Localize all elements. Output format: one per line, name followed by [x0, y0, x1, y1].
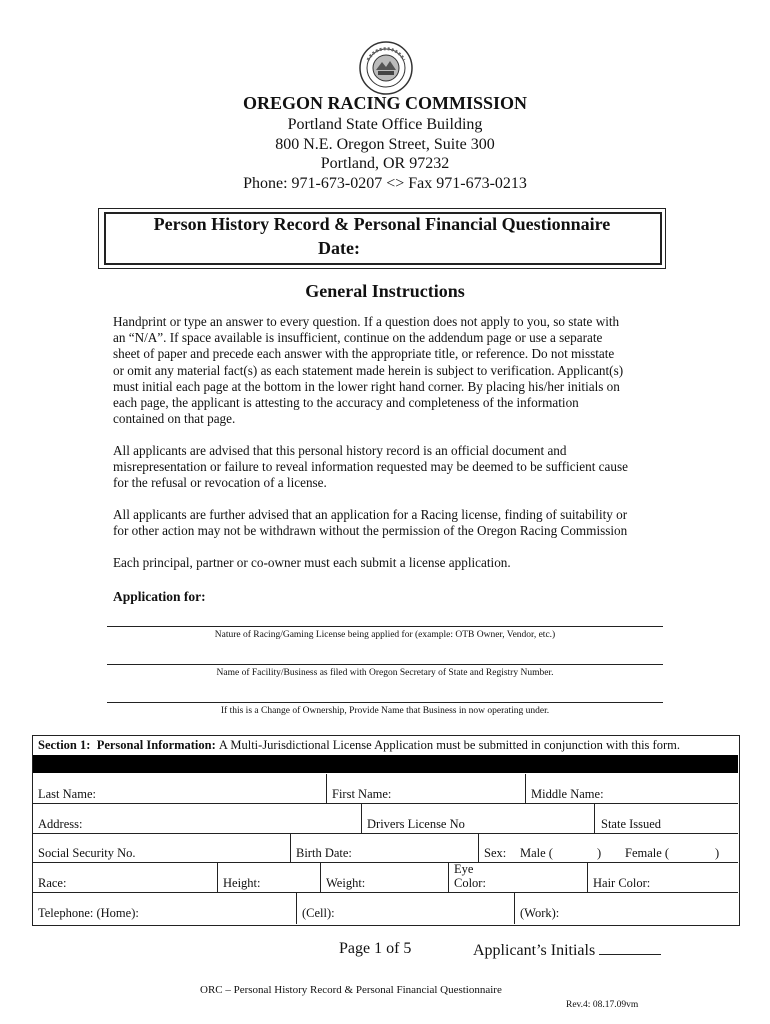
middle-name-field[interactable]: Middle Name: [531, 787, 604, 801]
cell-divider [525, 774, 526, 803]
application-for-label: Application for: [113, 589, 206, 604]
revision-label: Rev.4: 08.17.09vm [566, 1000, 639, 1010]
paragraph-line: All applicants are advised that this personal history record is an official document and [113, 443, 567, 458]
last-name-field[interactable]: Last Name: [38, 787, 96, 801]
row-divider [33, 803, 738, 804]
paragraph-line: for the refusal or revocation of a license. [113, 475, 327, 491]
state-seal-icon [358, 40, 414, 96]
initials-label: Applicant’s Initials [473, 942, 596, 959]
row-divider [33, 862, 738, 863]
paragraph-line: or omit any material fact(s) as each statement made herein is subject to verification. Applicant(s) [113, 362, 624, 378]
paragraph-line: must initial each page at the bottom in the lower right hand corner. By placing his/her initials on [113, 378, 620, 394]
cell-divider [290, 833, 291, 862]
state-issued-field[interactable]: State Issued [601, 817, 662, 831]
instructions-paragraph-2 [113, 443, 661, 492]
address-line: Portland State Office Building [287, 116, 483, 133]
cell-divider [361, 803, 362, 833]
first-name-field[interactable]: First Name: [332, 787, 392, 801]
sex-label: Sex: [484, 846, 507, 860]
row-divider [33, 833, 738, 834]
cell-divider [594, 803, 595, 833]
work-phone-field[interactable]: (Work): [520, 906, 560, 920]
male-option[interactable]: Male ( [520, 846, 553, 860]
paragraph-line: for other action may not be withdrawn without the permission of the Oregon Racing Commission [113, 523, 628, 539]
prior-business-line[interactable] [107, 702, 663, 703]
address-field[interactable]: Address: [38, 817, 83, 831]
cell-phone-field[interactable]: (Cell): [302, 906, 335, 920]
page-number: Page 1 of 5 [339, 940, 412, 957]
cell-divider [320, 862, 321, 892]
paragraph-line: an “N/A”. If space available is insufficient, continue on the addendum page or use a separate [113, 330, 603, 346]
cell-divider [514, 892, 515, 924]
instructions-paragraph-4: Each principal, partner or co-owner must each submit a license application. [113, 555, 511, 570]
section-divider-bar [33, 755, 738, 773]
paragraph-line: contained on that page. [113, 411, 236, 427]
ssn-field[interactable]: Social Security No. [38, 846, 136, 860]
address-line: 800 N.E. Oregon Street, Suite 300 [275, 136, 495, 153]
instructions-paragraph-1 [113, 314, 661, 427]
home-phone-field[interactable]: Telephone: (Home): [38, 906, 139, 920]
facility-name-line[interactable] [107, 664, 663, 665]
paragraph-line: each page, the applicant is attesting to the accuracy and completeness of the information [113, 395, 579, 411]
form-title: Person History Record & Personal Financial Questionnaire [153, 214, 611, 234]
male-option-close: ) [597, 846, 602, 860]
eye-color-label-1: Eye [454, 862, 474, 876]
weight-field[interactable]: Weight: [326, 876, 366, 890]
organization-name: OREGON RACING COMMISSION [242, 93, 528, 113]
section-title: Personal Information: [96, 738, 216, 752]
phone-fax-line: Phone: 971-673-0207 <> Fax 971-673-0213 [243, 175, 527, 192]
instructions-paragraph-3 [113, 507, 661, 539]
cell-divider [326, 774, 327, 803]
hair-color-field[interactable]: Hair Color: [593, 876, 651, 890]
date-label: Date: [318, 238, 360, 258]
female-option[interactable]: Female ( [625, 846, 670, 860]
paragraph-line: misrepresentation or failure to reveal information requested may be deemed to be sufficient cause [113, 459, 628, 475]
section-1-header [32, 735, 738, 755]
prior-business-caption: If this is a Change of Ownership, Provide Name that Business in now operating under. [220, 706, 550, 716]
paragraph-line: sheet of paper and precede each answer with the appropriate title, or reference. Do not misstate [113, 346, 615, 362]
cell-divider [478, 833, 479, 862]
birth-date-field[interactable]: Birth Date: [296, 846, 352, 860]
license-type-line[interactable] [107, 626, 663, 627]
form-name: ORC – Personal History Record & Personal Financial Questionnaire [200, 984, 502, 996]
female-option-close: ) [715, 846, 720, 860]
section-number: Section 1: [38, 738, 91, 752]
cell-divider [587, 862, 588, 892]
drivers-license-field[interactable]: Drivers License No [367, 817, 465, 831]
eye-color-field[interactable]: Color: [454, 876, 486, 890]
paragraph-line: All applicants are further advised that an application for a Racing license, finding of suitability or [113, 507, 628, 522]
instructions-heading: General Instructions [305, 281, 465, 301]
row-divider [33, 892, 738, 893]
applicant-initials [473, 940, 661, 960]
cell-divider [448, 862, 449, 892]
facility-name-caption: Name of Facility/Business as filed with Oregon Secretary of State and Registry Number. [216, 668, 554, 678]
initials-blank[interactable] [599, 940, 661, 955]
height-field[interactable]: Height: [223, 876, 261, 890]
cell-divider [217, 862, 218, 892]
cell-divider [296, 892, 297, 924]
paragraph-line: Handprint or type an answer to every question. If a question does not apply to you, so state with [113, 314, 620, 329]
section-note: A Multi-Jurisdictional License Application must be submitted in conjunction with this form. [218, 738, 680, 752]
race-field[interactable]: Race: [38, 876, 67, 890]
address-line: Portland, OR 97232 [320, 155, 450, 172]
license-type-caption: Nature of Racing/Gaming License being applied for (example: OTB Owner, Vendor, etc.) [214, 630, 556, 640]
